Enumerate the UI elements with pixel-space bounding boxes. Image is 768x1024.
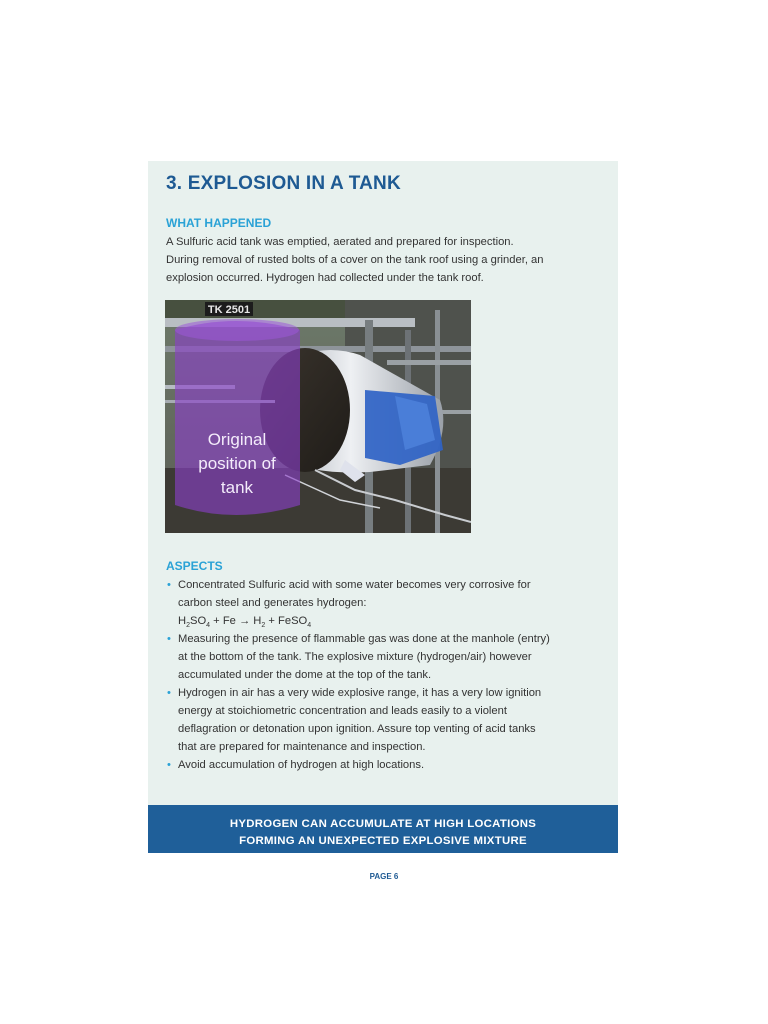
text-line: Avoid accumulation of hydrogen at high locations. [178, 759, 425, 771]
aspect-item [166, 576, 606, 630]
chemical-formula: $H_2SO_4 + Fe \to H_2$ + FeSO$_4$ [178, 615, 312, 630]
text-line: Concentrated Sulfuric acid with some water becomes very corrosive for [178, 579, 531, 591]
what-happened-heading: WHAT HAPPENED [166, 216, 272, 230]
page-number: PAGE 6 [369, 872, 399, 881]
bullet-icon: • [167, 633, 171, 645]
aspects-list [166, 576, 606, 774]
tank-sign-label: TK 2501 [207, 304, 251, 316]
text-line: Hydrogen in air has a very wide explosive range, it has a very low ignition [178, 687, 542, 699]
bullet-icon: • [167, 687, 171, 699]
aspect-item [166, 684, 606, 756]
aspect-item [166, 630, 606, 684]
text-line: at the bottom of the tank. The explosive mixture (hydrogen/air) however [178, 651, 532, 663]
text-line: During removal of rusted bolts of a cover on the tank roof using a grinder, an [166, 254, 544, 266]
banner-line: HYDROGEN CAN ACCUMULATE AT HIGH LOCATIONS [229, 818, 537, 830]
overlay-label-line: position of [198, 454, 276, 473]
bullet-icon: • [167, 579, 171, 591]
aspect-item [166, 756, 606, 774]
bullet-icon: • [167, 759, 171, 771]
text-line: A Sulfuric acid tank was emptied, aerated and prepared for inspection. [166, 236, 514, 248]
text-line: energy at stoichiometric concentration and leads easily to a violent [178, 705, 507, 717]
section-title: 3. EXPLOSION IN A TANK [166, 173, 401, 194]
key-message-banner [148, 805, 618, 853]
text-line: accumulated under the dome at the top of the tank. [178, 669, 432, 681]
text-line: that are prepared for maintenance and inspection. [178, 741, 426, 753]
banner-line: FORMING AN UNEXPECTED EXPLOSIVE MIXTURE [239, 835, 527, 847]
text-line: Measuring the presence of flammable gas was done at the manhole (entry) [178, 633, 550, 645]
overlay-label-line: tank [220, 478, 254, 497]
tank-photo [165, 300, 471, 533]
text-line: carbon steel and generates hydrogen: [178, 597, 367, 609]
what-happened-paragraph [166, 233, 606, 287]
aspects-heading: ASPECTS [166, 559, 223, 573]
text-line: deflagration or detonation upon ignition. Assure top venting of acid tanks [178, 723, 536, 735]
overlay-label-line: Original [207, 430, 267, 449]
text-line: explosion occurred. Hydrogen had collected under the tank roof. [166, 272, 484, 284]
page-card [148, 161, 618, 853]
